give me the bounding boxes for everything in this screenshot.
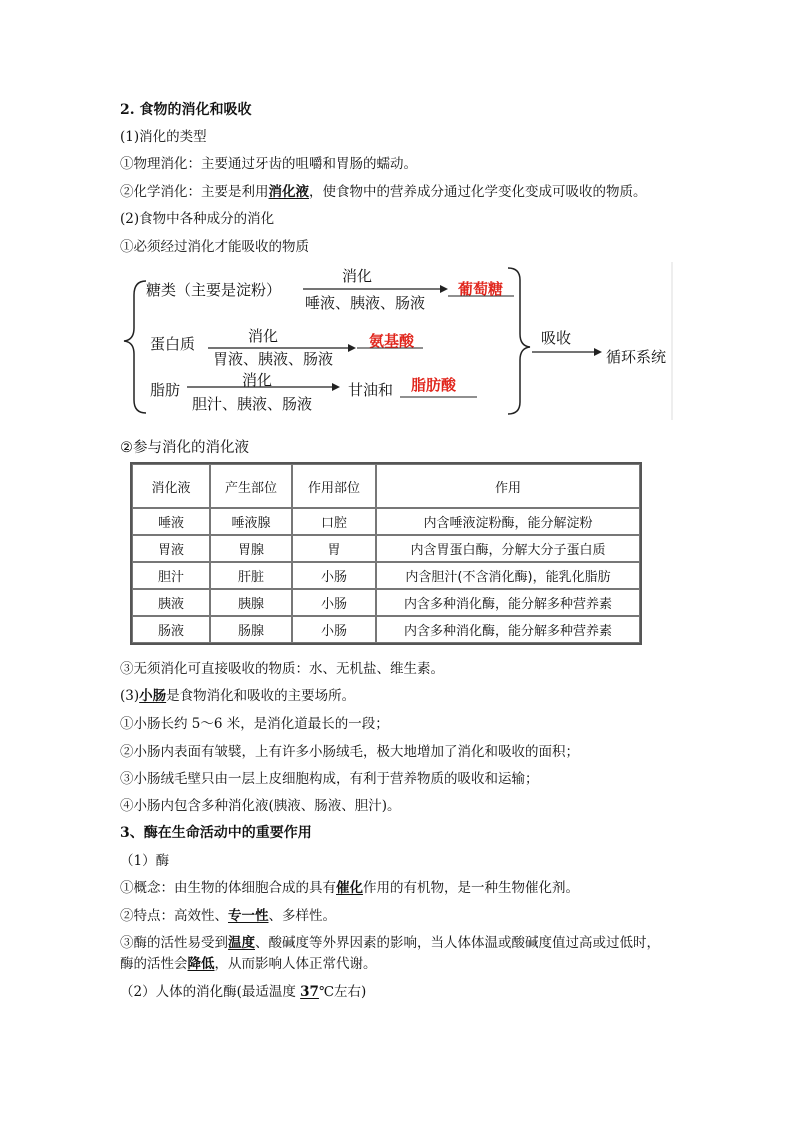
text: 作用的有机物，是一种生物催化剂。 bbox=[363, 880, 579, 896]
text: (3) bbox=[120, 688, 140, 704]
row3-bottom-label: 胆汁、胰液、肠液 bbox=[192, 395, 313, 413]
text: ，从而影响人体正常代谢。 bbox=[214, 956, 377, 972]
table-cell: 内含多种消化酶，能分解多种营养素 bbox=[376, 589, 640, 616]
underlined-term: 温度 bbox=[228, 935, 255, 951]
table-cell: 唾液腺 bbox=[210, 508, 292, 535]
table-cell: 肠液 bbox=[132, 616, 210, 643]
underlined-term: 催化 bbox=[336, 880, 363, 896]
text: ②特点：高效性、 bbox=[120, 908, 228, 924]
arrowhead bbox=[348, 344, 356, 352]
enzyme-heading: （1）酶 bbox=[120, 853, 170, 869]
enzyme-activity-1 bbox=[120, 931, 660, 951]
table-cell: 胃腺 bbox=[210, 535, 292, 562]
arrowhead bbox=[594, 348, 602, 356]
row3-product-prefix: 甘油和 bbox=[348, 381, 394, 399]
table-cell: 唾液 bbox=[132, 508, 210, 535]
header-cell: 产生部位 bbox=[210, 464, 292, 508]
table-row bbox=[132, 508, 640, 535]
table-cell: 肠腺 bbox=[210, 616, 292, 643]
row2-product: 氨基酸 bbox=[369, 332, 415, 350]
must-digest-line: ①必须经过消化才能吸收的物质 bbox=[120, 239, 309, 255]
arrowhead bbox=[440, 285, 448, 293]
arrowhead bbox=[332, 383, 340, 391]
table-row bbox=[132, 589, 640, 616]
left-brace bbox=[124, 281, 146, 413]
table-cell: 肝脏 bbox=[210, 562, 292, 589]
text: ①概念：由生物的体细胞合成的具有 bbox=[120, 880, 336, 896]
header-cell: 作用 bbox=[376, 464, 640, 508]
table-cell: 内含多种消化酶，能分解多种营养素 bbox=[376, 616, 640, 643]
header-cell: 作用部位 bbox=[292, 464, 376, 508]
enzyme-traits bbox=[120, 904, 336, 924]
subsection-2-heading: (2)食物中各种成分的消化 bbox=[120, 211, 275, 227]
table-cell: 口腔 bbox=[292, 508, 376, 535]
table-cell: 内含胆汁(不含消化酶)，能乳化脂肪 bbox=[376, 562, 640, 589]
underlined-term: 降低 bbox=[187, 956, 215, 972]
juices-heading: ②参与消化的消化液 bbox=[120, 440, 249, 456]
table-cell: 胰液 bbox=[132, 589, 210, 616]
enzyme-activity-2 bbox=[120, 952, 377, 972]
table-row bbox=[132, 616, 640, 643]
text: 是食物消化和吸收的主要场所。 bbox=[166, 688, 356, 704]
subsection-1-heading: (1)消化的类型 bbox=[120, 129, 207, 145]
table-cell: 小肠 bbox=[292, 562, 376, 589]
table-cell: 胆汁 bbox=[132, 562, 210, 589]
table-row bbox=[132, 562, 640, 589]
row1-top-label: 消化 bbox=[342, 267, 373, 285]
table-cell: 内含唾液淀粉酶，能分解淀粉 bbox=[376, 508, 640, 535]
intestine-fact-4: ④小肠内包含多种消化液(胰液、肠液、胆汁)。 bbox=[120, 798, 401, 814]
table-cell: 胰腺 bbox=[210, 589, 292, 616]
right-brace bbox=[508, 268, 530, 414]
physical-digestion-line: ①物理消化：主要通过牙齿的咀嚼和胃肠的蠕动。 bbox=[120, 156, 417, 172]
row2-bottom-label: 胃液、胰液、肠液 bbox=[213, 350, 334, 368]
underlined-term: 37 bbox=[300, 984, 319, 1000]
no-digest-line: ③无须消化可直接吸收的物质：水、无机盐、维生素。 bbox=[120, 661, 444, 677]
table-header-row bbox=[132, 464, 640, 508]
row2-top-label: 消化 bbox=[248, 327, 279, 345]
text: ②化学消化：主要是利用 bbox=[120, 184, 269, 200]
underlined-term: 专一性 bbox=[228, 908, 269, 924]
section-3-title: 3、酶在生命活动中的重要作用 bbox=[120, 825, 312, 841]
section-2-title: 2. 食物的消化和吸收 bbox=[120, 102, 252, 118]
table-row bbox=[132, 535, 640, 562]
text: ℃左右) bbox=[318, 984, 367, 1000]
digestive-juice-table bbox=[130, 462, 642, 645]
row1-source: 糖类（主要是淀粉） bbox=[146, 281, 282, 299]
row3-source: 脂肪 bbox=[150, 381, 181, 399]
underlined-term: 消化液 bbox=[268, 184, 309, 200]
absorb-label: 吸收 bbox=[541, 329, 572, 347]
intestine-fact-1: ①小肠长约 5～6 米，是消化道最长的一段； bbox=[120, 716, 389, 732]
text: ，使食物中的营养成分通过化学变化变成可吸收的物质。 bbox=[309, 184, 647, 200]
underlined-term: 小肠 bbox=[139, 688, 167, 704]
row3-top-label: 消化 bbox=[242, 371, 273, 389]
table-cell: 胃液 bbox=[132, 535, 210, 562]
header-cell: 消化液 bbox=[132, 464, 210, 508]
digestive-enzyme-heading bbox=[120, 980, 366, 1000]
table-cell: 内含胃蛋白酶，分解大分子蛋白质 bbox=[376, 535, 640, 562]
text: （2）人体的消化酶(最适温度 bbox=[120, 984, 301, 1000]
row2-source: 蛋白质 bbox=[150, 335, 196, 353]
row1-product: 葡萄糖 bbox=[458, 280, 504, 298]
row3-product: 脂肪酸 bbox=[411, 376, 457, 394]
small-intestine-line bbox=[120, 684, 355, 704]
intestine-fact-3: ③小肠绒毛壁只由一层上皮细胞构成，有利于营养物质的吸收和运输； bbox=[120, 771, 539, 787]
table-cell: 小肠 bbox=[292, 616, 376, 643]
text: ③酶的活性易受到 bbox=[120, 935, 228, 951]
table-cell: 小肠 bbox=[292, 589, 376, 616]
enzyme-concept bbox=[120, 876, 579, 896]
text: 酶的活性会 bbox=[120, 956, 188, 972]
target-label: 循环系统 bbox=[606, 348, 667, 366]
table-cell: 胃 bbox=[292, 535, 376, 562]
row1-bottom-label: 唾液、胰液、肠液 bbox=[305, 294, 426, 312]
intestine-fact-2: ②小肠内表面有皱襞，上有许多小肠绒毛，极大地增加了消化和吸收的面积； bbox=[120, 744, 579, 760]
text: 、多样性。 bbox=[268, 908, 336, 924]
diagram-lines bbox=[0, 0, 794, 440]
text: 、酸碱度等外界因素的影响，当人体体温或酸碱度值过高或过低时， bbox=[255, 935, 660, 951]
